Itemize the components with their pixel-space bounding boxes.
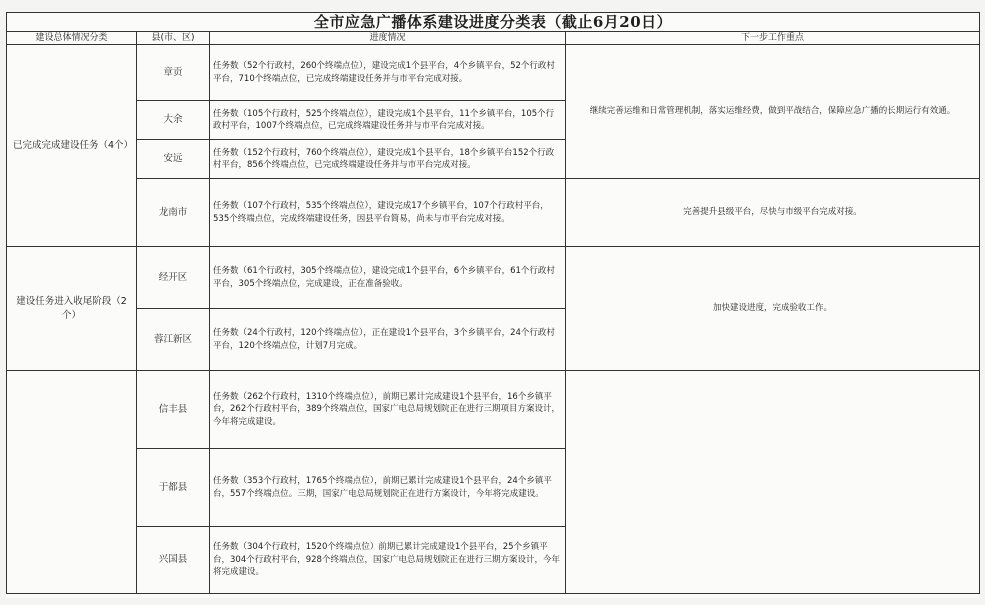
progress-cell: 任务数（262个行政村，1310个终端点位），前期已累计完成建设1个县平台，16个乡镇平台，262个行政村平台，389个终端点位，国家广电总局规划院正在进行三期项目方案设计，今年将完成建设。: [210, 371, 566, 449]
next-step-cell: [566, 371, 980, 594]
category-cell: 已完成完成建设任务（4个）: [7, 45, 137, 247]
progress-table: [6, 12, 980, 594]
header-county: 县(市、区): [137, 32, 210, 45]
progress-cell: 任务数（107个行政村，535个终端点位），建设完成17个乡镇平台，107个行政村平台，535个终端点位，完成终端建设任务，因县平台简易，尚未与市平台完成对接。: [210, 179, 566, 247]
progress-sheet: [6, 12, 979, 598]
county-cell: 安远: [137, 140, 210, 179]
county-cell: 于都县: [137, 449, 210, 527]
next-step-cell: 完善提升县级平台，尽快与市级平台完成对接。: [566, 179, 980, 247]
next-step-cell: 继续完善运维和日常管理机制，落实运维经费，做到平战结合，保障应急广播的长期运行有效通。: [566, 45, 980, 179]
table-row: [7, 371, 980, 449]
table-title: 全市应急广播体系建设进度分类表（截止6月20日）: [7, 13, 980, 32]
header-progress: 进度情况: [210, 32, 566, 45]
county-cell: 经开区: [137, 247, 210, 309]
county-cell: 蓉江新区: [137, 309, 210, 371]
county-cell: 兴国县: [137, 527, 210, 594]
header-next: 下一步工作重点: [566, 32, 980, 45]
next-step-cell: 加快建设进度，完成验收工作。: [566, 247, 980, 371]
progress-cell: 任务数（353个行政村，1765个终端点位），前期已累计完成建设1个县平台，24个乡镇平台，557个终端点位。三期，国家广电总局规划院正在进行方案设计，今年将完成建设。: [210, 449, 566, 527]
progress-cell: 任务数（152个行政村，760个终端点位），建设完成1个县平台，18个乡镇平台152个行政村平台，856个终端点位，已完成终端建设任务并与市平台完成对接。: [210, 140, 566, 179]
table-row: [7, 179, 980, 247]
county-cell: 信丰县: [137, 371, 210, 449]
category-cell: 建设任务进入收尾阶段（2个）: [7, 247, 137, 371]
county-cell: 章贡: [137, 45, 210, 101]
table-row: [7, 45, 980, 101]
county-cell: 龙南市: [137, 179, 210, 247]
progress-cell: 任务数（105个行政村，525个终端点位），建设完成1个县平台，11个乡镇平台，105个行政村平台，1007个终端点位，已完成终端建设任务并与市平台完成对接。: [210, 101, 566, 140]
table-row: [7, 247, 980, 309]
progress-cell: 任务数（304个行政村，1520个终端点位）前期已累计完成建设1个县平台，25个乡镇平台，304个行政村平台，928个终端点位，国家广电总局规划院正在进行三期方案设计，今年将完成建设。: [210, 527, 566, 594]
header-category: 建设总体情况分类: [7, 32, 137, 45]
progress-cell: 任务数（52个行政村，260个终端点位），建设完成1个县平台，4个乡镇平台，52个行政村平台，710个终端点位，已完成终端建设任务并与市平台完成对接。: [210, 45, 566, 101]
progress-cell: 任务数（24个行政村，120个终端点位），正在建设1个县平台，3个乡镇平台，24个行政村平台，120个终端点位，计划7月完成。: [210, 309, 566, 371]
county-cell: 大余: [137, 101, 210, 140]
category-cell: [7, 371, 137, 594]
progress-cell: 任务数（61个行政村，305个终端点位），建设完成1个县平台，6个乡镇平台，61个行政村平台，305个终端点位，完成建设，正在准备验收。: [210, 247, 566, 309]
